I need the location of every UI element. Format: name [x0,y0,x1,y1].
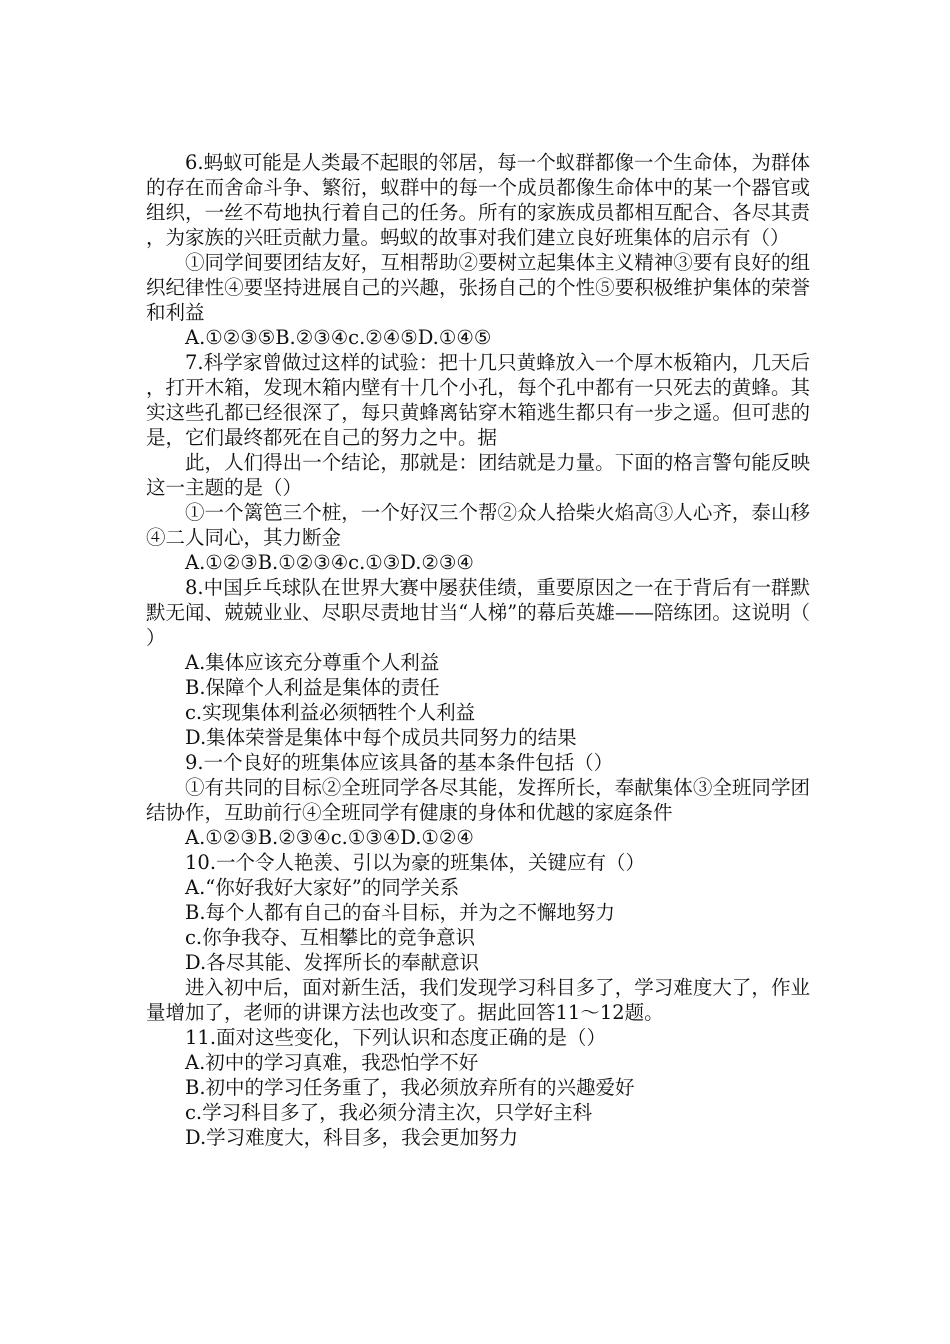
question-9-statements: ①有共同的目标②全班同学各尽其能，发挥所长，奉献集体③全班同学团结协作，互助前行④全班同学有健康的身体和优越的家庭条件 [146,776,810,824]
question-7-options: A.①②③B.①②③④c.①③D.②③④ [185,551,474,574]
question-10-option-c: c.你争我夺、互相攀比的竞争意识 [185,926,476,949]
question-6-options: A.①②③⑤B.②③④c.②④⑤D.①④⑤ [185,326,492,349]
document-page [146,150,810,1150]
question-8-option-c: c.实现集体利益必须牺牲个人利益 [185,701,476,724]
question-11-option-d: D.学习难度大，科目多，我会更加努力 [185,1126,519,1149]
question-8-option-a: A.集体应该充分尊重个人利益 [185,651,440,674]
question-10-option-a: A.“你好我好大家好”的同学关系 [185,876,460,899]
question-11-option-c: c.学习科目多了，我必须分清主次，只学好主科 [185,1101,593,1124]
question-10-stem: 10.一个令人艳羡、引以为豪的班集体，关键应有（） [185,851,646,874]
question-8-option-b: B.保障个人利益是集体的责任 [185,676,440,699]
question-9-stem: 9.一个良好的班集体应该具备的基本条件包括（） [185,751,614,774]
question-7-statements: ①一个篱笆三个桩，一个好汉三个帮②众人拾柴火焰高③人心齐，泰山移④二人同心，其力断金 [146,501,810,549]
question-11-option-b: B.初中的学习任务重了，我必须放弃所有的兴趣爱好 [185,1076,635,1099]
question-11-option-a: A.初中的学习真难，我恐怕学不好 [185,1051,479,1074]
question-7-stem: 7.科学家曾做过这样的试验：把十几只黄蜂放入一个厚木板箱内，几天后，打开木箱，发现木箱内壁有十几个小孔，每个孔中都有一只死去的黄蜂。其实这些孔都已经很深了，每只黄蜂离钻穿木箱逃生都只有一步之遥。但可悲的是，它们最终都死在自己的努力之中。据 [146,351,810,449]
question-6-stem: 6.蚂蚁可能是人类最不起眼的邻居，每一个蚁群都像一个生命体，为群体的存在而舍命斗争、繁衍，蚁群中的每一个成员都像生命体中的某一个器官或组织，一丝不苟地执行着自己的任务。所有的家族成员都相互配合、各尽其责，为家族的兴旺贡献力量。蚂蚁的故事对我们建立良好班集体的启示有（） [146,151,810,249]
question-6-statements: ①同学间要团结友好，互相帮助②要树立起集体主义精神③要有良好的组织纪律性④要坚持进展自己的兴趣，张扬自己的个性⑤要积极维护集体的荣誉和利益 [146,251,810,324]
question-8-option-d: D.集体荣誉是集体中每个成员共同努力的结果 [185,726,577,749]
question-11-stem: 11.面对这些变化，下列认识和态度正确的是（） [185,1026,607,1049]
question-10-option-b: B.每个人都有自己的奋斗目标，并为之不懈地努力 [185,901,616,924]
questions-11-12-context: 进入初中后，面对新生活，我们发现学习科目多了，学习难度大了，作业量增加了，老师的讲课方法也改变了。据此回答11～12题。 [146,976,810,1024]
question-10-option-d: D.各尽其能、发挥所长的奉献意识 [185,951,480,974]
question-9-options: A.①②③B.②③④c.①③④D.①②④ [185,826,474,849]
question-8-stem: 8.中国乒乓球队在世界大赛中屡获佳绩，重要原因之一在于背后有一群默默无闻、兢兢业业、尽职尽责地甘当“人梯”的幕后英雄——陪练团。这说明（） [146,576,810,649]
question-7-stem-continued: 此，人们得出一个结论，那就是：团结就是力量。下面的格言警句能反映这一主题的是（） [146,451,810,499]
